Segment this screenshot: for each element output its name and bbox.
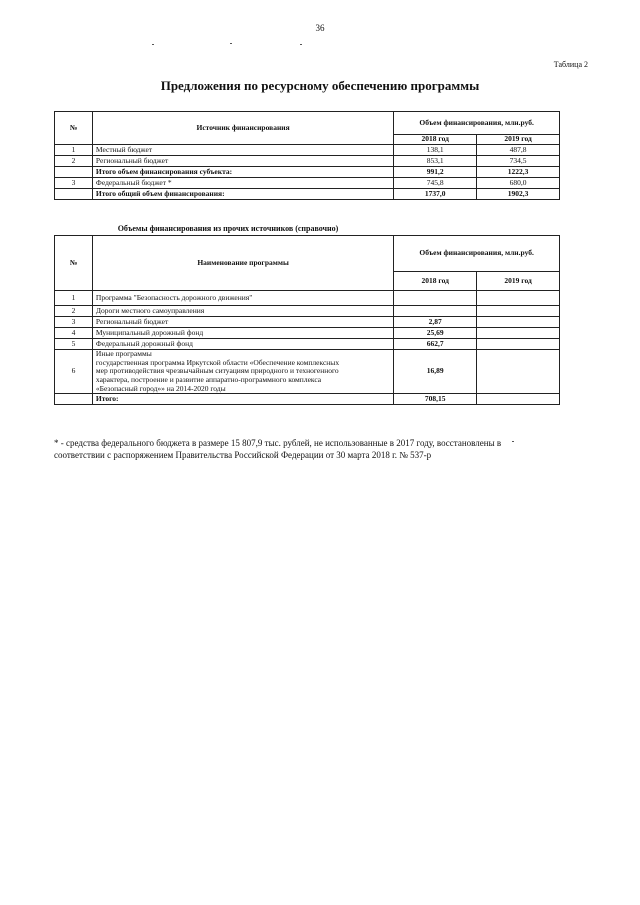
other-sources-table [54, 235, 560, 405]
cell-num: 4 [55, 328, 93, 339]
cell-2018: 745,8 [394, 178, 477, 189]
cell-2018 [394, 291, 477, 306]
footnote [54, 437, 574, 461]
cell-2018: 991,2 [394, 167, 477, 178]
cell-2018: 138,1 [394, 145, 477, 156]
cell-2019: 487,8 [477, 145, 560, 156]
cell-num: 2 [55, 156, 93, 167]
program-name-line: мер противодействия чрезвычайным ситуациям природного и техногенного [95, 366, 339, 376]
footnote-line: соответствии с распоряжением Правительства Российской Федерации от 30 марта 2018 г. № 537-р [54, 450, 432, 461]
cell-num: 6 [55, 350, 93, 394]
other-sources-table-body [55, 291, 560, 394]
cell-num [55, 394, 93, 405]
cell-total-2019 [477, 394, 560, 405]
header-source: Источник финансирования [92, 112, 393, 145]
header-program: Наименование программы [92, 236, 393, 291]
cell-2018: 2,87 [394, 317, 477, 328]
table-row [55, 156, 560, 167]
cell-num: 5 [55, 339, 93, 350]
program-name-line: Региональный бюджет [95, 316, 169, 326]
cell-source: Региональный бюджет [92, 156, 393, 167]
page-number: 36 [315, 23, 325, 33]
program-name-line: Программа "Безопасность дорожного движения" [95, 292, 253, 302]
header-volume: Объем финансирования, млн.руб. [394, 236, 560, 272]
table-row [55, 145, 560, 156]
cell-num: 2 [55, 306, 93, 317]
table-row [55, 328, 560, 339]
program-name-line: Дороги местного самоуправления [95, 305, 205, 315]
cell-2019 [477, 350, 560, 394]
table-label: Таблица 2 [553, 60, 588, 69]
cell-2018 [394, 306, 477, 317]
funding-table [54, 111, 560, 200]
header-year-2019: 2019 год [477, 271, 560, 290]
cell-total-2018: 708,15 [394, 394, 477, 405]
cell-num: 1 [55, 291, 93, 306]
cell-program [92, 291, 393, 306]
cell-program [92, 306, 393, 317]
cell-2018: 16,89 [394, 350, 477, 394]
table-row [55, 189, 560, 200]
header-num: № [55, 112, 93, 145]
table-row [55, 339, 560, 350]
table-row [55, 306, 560, 317]
cell-source: Местный бюджет [92, 145, 393, 156]
table-row [55, 178, 560, 189]
header-year-2018: 2018 год [394, 271, 477, 290]
cell-2019 [477, 317, 560, 328]
scan-speck [230, 43, 232, 44]
cell-2019: 680,0 [477, 178, 560, 189]
cell-2018: 853,1 [394, 156, 477, 167]
program-name-line: государственная программа Иркутской области «Обеспечение комплексных [95, 357, 340, 367]
cell-num: 3 [55, 317, 93, 328]
cell-total-label: Итого: [92, 394, 393, 405]
cell-source: Федеральный бюджет * [92, 178, 393, 189]
page-title: Предложения по ресурсному обеспечению программы [160, 78, 480, 93]
cell-num [55, 189, 93, 200]
cell-program [92, 328, 393, 339]
scan-speck [152, 44, 154, 45]
header-num: № [55, 236, 93, 291]
cell-num [55, 167, 93, 178]
cell-2019: 734,5 [477, 156, 560, 167]
cell-2019: 1902,3 [477, 189, 560, 200]
cell-2018: 1737,0 [394, 189, 477, 200]
program-name-line: «Безопасный город»» на 2014-2020 годы [95, 383, 226, 393]
scan-speck [512, 441, 514, 442]
footnote-line: * - средства федерального бюджета в размере 15 807,9 тыс. рублей, не использованные в 2017 году, восстановлены в [54, 438, 502, 448]
header-year-2019: 2019 год [477, 135, 560, 145]
cell-2019 [477, 291, 560, 306]
program-name-line: Муниципальный дорожный фонд [95, 327, 204, 337]
program-name-line: характера, построение и развитие аппаратно-программного комплекса [95, 374, 322, 384]
cell-2019 [477, 306, 560, 317]
cell-2018: 662,7 [394, 339, 477, 350]
cell-2019 [477, 339, 560, 350]
cell-2019: 1222,3 [477, 167, 560, 178]
cell-num: 3 [55, 178, 93, 189]
cell-program [92, 317, 393, 328]
cell-2019 [477, 328, 560, 339]
header-year-2018: 2018 год [394, 135, 477, 145]
cell-source: Итого объем финансирования субъекта: [92, 167, 393, 178]
table-row [55, 350, 560, 394]
cell-source: Итого общий объем финансирования: [92, 189, 393, 200]
scan-speck [300, 44, 302, 45]
cell-2018: 25,69 [394, 328, 477, 339]
section-title: Объемы финансирования из прочих источников (справочно) [117, 224, 339, 233]
header-volume: Объем финансирования, млн.руб. [394, 112, 560, 135]
funding-table-body [55, 145, 560, 200]
cell-program [92, 350, 393, 394]
table-row [55, 167, 560, 178]
program-name-line: Федеральный дорожный фонд [95, 338, 193, 348]
table-row-total [55, 394, 560, 405]
cell-num: 1 [55, 145, 93, 156]
table-row [55, 291, 560, 306]
table-row [55, 317, 560, 328]
program-name-line: Иные программы [95, 349, 152, 358]
cell-program [92, 339, 393, 350]
